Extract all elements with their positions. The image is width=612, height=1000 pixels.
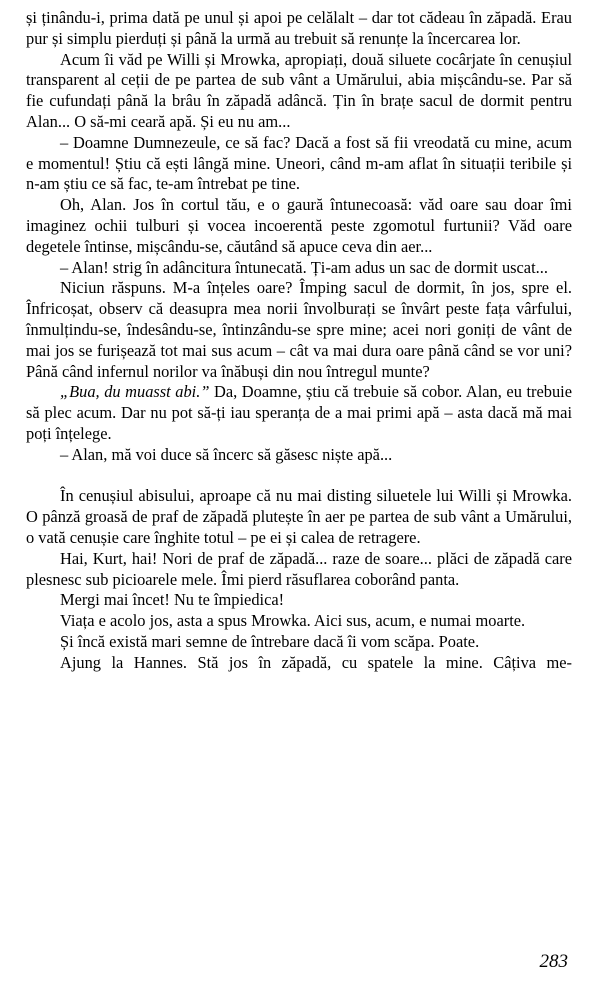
german-quote: „Bua, du muasst abi.” [60,382,210,402]
paragraph-3: – Doamne Dumnezeule, ce să fac? Dacă a fost să fii vreodată cu mine, acum e momentul! Știu că ești lângă mine. Uneori, când m-am aflat în situații teribile și n-am știu ce să fac, te-am întrebat pe tine. [26,132,572,194]
paragraph-5: – Alan! strig în adâncitura întunecată. Ți-am adus un sac de dormit uscat... [60,257,548,277]
paragraph-6: Niciun răspuns. M-a înțeles oare? Împing sacul de dormit, în jos, spre el. Înfricoșat, observ că deasupra mea norii învolburați se învârt peste fața vârfului, înmulțindu-se, îndesându-se, întinzându-se spre mine; acei nori goniți de vânt de mai jos se furișează tot mai sus acum – cât va mai dura oare până când se vor uni? Până când infernul norilor va înăbuși din nou întregul munte? [26,278,572,381]
paragraph-11: Mergi mai încet! Nu te împiedica! [60,590,285,610]
paragraph-12: Viața e acolo jos, asta a spus Mrowka. Aici sus, acum, e numai moarte. [60,611,526,631]
paragraph-7 [26,382,572,444]
paragraph-2: Acum îi văd pe Willi și Mrowka, apropiați, două siluete cocârjate în cenușiul transparent al ceții de pe partea de sub vânt a Umărului, abia mișcându-se. Par să fie cufundați până la brâu în zăpadă adâncă. Țin în brațe sacul de dormit pentru Alan... O să-mi ceară apă. Și eu nu am... [26,49,572,131]
page-number: 283 [539,951,568,972]
paragraph-1: și ținându-i, prima dată pe unul și apoi pe celălalt – dar tot cădeau în zăpadă. Erau pur și simplu pierduți și până la urmă au trebuit să renunțe la încercarea lor. [26,8,572,48]
paragraph-8: – Alan, mă voi duce să încerc să găsesc niște apă... [60,444,393,464]
paragraph-13: Și încă există mari semne de întrebare dacă îi vom scăpa. Poate. [60,631,480,651]
paragraph-9: În cenușiul abisului, aproape că nu mai disting siluetele lui Willi și Mrowka. O pânză groasă de praf de zăpadă plutește în aer pe partea de sub vânt a Umărului, o vată cenușie care înghite totul – pe ei și calea de retragere. [26,486,572,547]
paragraph-4: Oh, Alan. Jos în cortul tău, e o gaură întunecoasă: văd oare sau doar îmi imaginez ochii tulburi și vocea incoerentă peste zgomotul furtunii? Văd oare degetele întinse, mișcându-se, căutând să apuce ceva din aer... [26,195,572,256]
paragraph-7-text: Da, Doamne, știu că trebuie să cobor. Alan, eu trebuie să plec acum. Dar nu pot să-ți iau speranța de a mai primi apă – asta dacă mă mai poți înțelege. [26,382,572,443]
book-page-text [26,8,572,674]
paragraph-10: Hai, Kurt, hai! Nori de praf de zăpadă... raze de soare... plăci de zăpadă care plesnesc sub picioarele mele. Îmi pierd răsuflarea coborând panta. [26,548,572,589]
paragraph-14: Ajung la Hannes. Stă jos în zăpadă, cu spatele la mine. Câțiva me- [60,652,572,672]
